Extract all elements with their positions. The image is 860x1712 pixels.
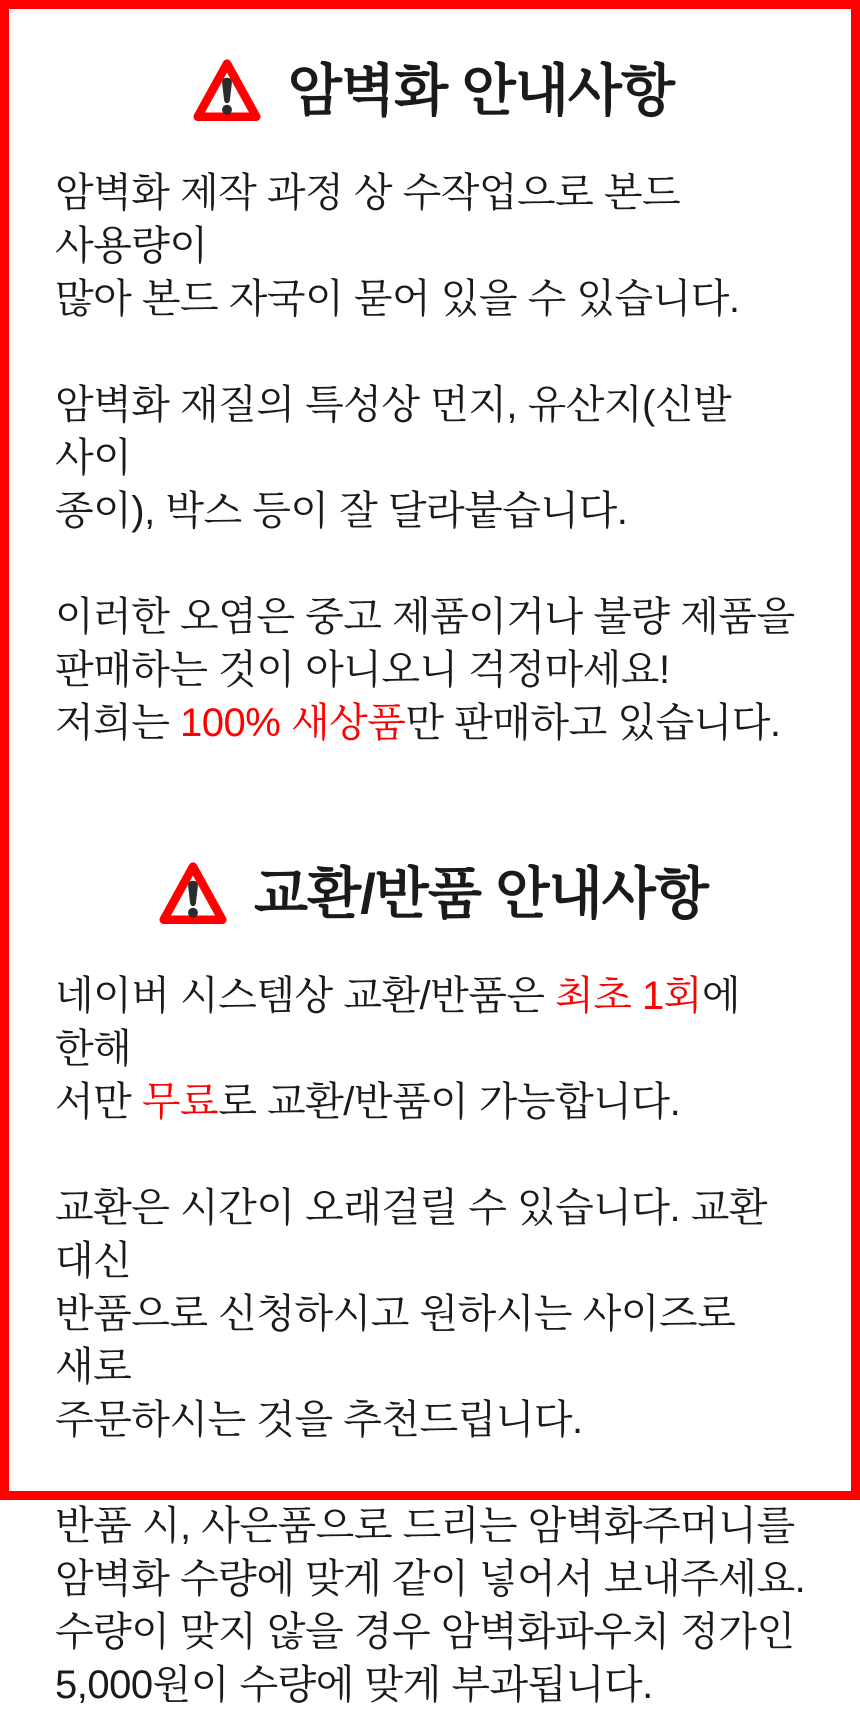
body-text: 반품으로 신청하시고 원하시는 사이즈로 새로 xyxy=(55,1292,736,1389)
body-text: 에 한해 xyxy=(55,974,741,1071)
warning-triangle-icon xyxy=(188,52,266,130)
body-text: 암벽화 제작 과정 상 수작업으로 본드 사용량이 xyxy=(55,171,681,268)
paragraph-bond-marks xyxy=(55,167,807,326)
body-text: 주문하시는 것을 추천드립니다. xyxy=(55,1398,583,1442)
body-text: 많아 본드 자국이 묻어 있을 수 있습니다. xyxy=(55,277,740,321)
body-text: 저희는 xyxy=(55,701,181,745)
shoe-notice-title-row xyxy=(55,51,807,131)
paragraph-recommend-return xyxy=(55,1182,807,1447)
paragraph-pouch-return xyxy=(55,1500,807,1712)
body-text: 5,000원이 수량에 맞게 부과됩니다. xyxy=(55,1663,653,1707)
highlighted-text: 최초 1회 xyxy=(555,974,702,1018)
paragraph-dust-sticking xyxy=(55,379,807,538)
body-text: 이러한 오염은 중고 제품이거나 불량 제품을 xyxy=(55,595,795,639)
paragraph-brand-new xyxy=(55,591,807,750)
body-text: 반품 시, 사은품으로 드리는 암벽화주머니를 xyxy=(55,1504,795,1548)
body-text: 교환은 시간이 오래걸릴 수 있습니다. 교환 대신 xyxy=(55,1186,768,1283)
shoe-notice-body xyxy=(55,167,807,750)
section-shoe-notice xyxy=(55,51,807,750)
body-text: 로 교환/반품이 가능합니다. xyxy=(218,1080,681,1124)
body-text: 종이), 박스 등이 잘 달라붙습니다. xyxy=(55,489,628,533)
body-text: 네이버 시스템상 교환/반품은 xyxy=(55,974,556,1018)
body-text: 서만 xyxy=(55,1080,142,1124)
body-text: 암벽화 재질의 특성상 먼지, 유산지(신발 사이 xyxy=(55,383,732,480)
exchange-notice-title: 교환/반품 안내사항 xyxy=(254,862,708,925)
body-text: 암벽화 수량에 맞게 같이 넣어서 보내주세요. xyxy=(55,1557,806,1601)
notice-content xyxy=(9,9,851,1712)
body-text: 판매하는 것이 아니오니 걱정마세요! xyxy=(55,648,670,692)
body-text: 수량이 맞지 않을 경우 암벽화파우치 정가인 xyxy=(55,1610,795,1654)
paragraph-free-first-time xyxy=(55,970,807,1129)
exchange-notice-title-row xyxy=(55,854,807,934)
shoe-notice-title: 암벽화 안내사항 xyxy=(287,59,675,122)
section-exchange-return-notice xyxy=(55,854,807,1712)
warning-triangle-icon xyxy=(154,855,232,933)
exchange-notice-body xyxy=(55,970,807,1712)
highlighted-text: 무료 xyxy=(141,1080,219,1124)
highlighted-text: 100% 새상품 xyxy=(180,701,406,745)
body-text: 만 판매하고 있습니다. xyxy=(405,701,781,745)
